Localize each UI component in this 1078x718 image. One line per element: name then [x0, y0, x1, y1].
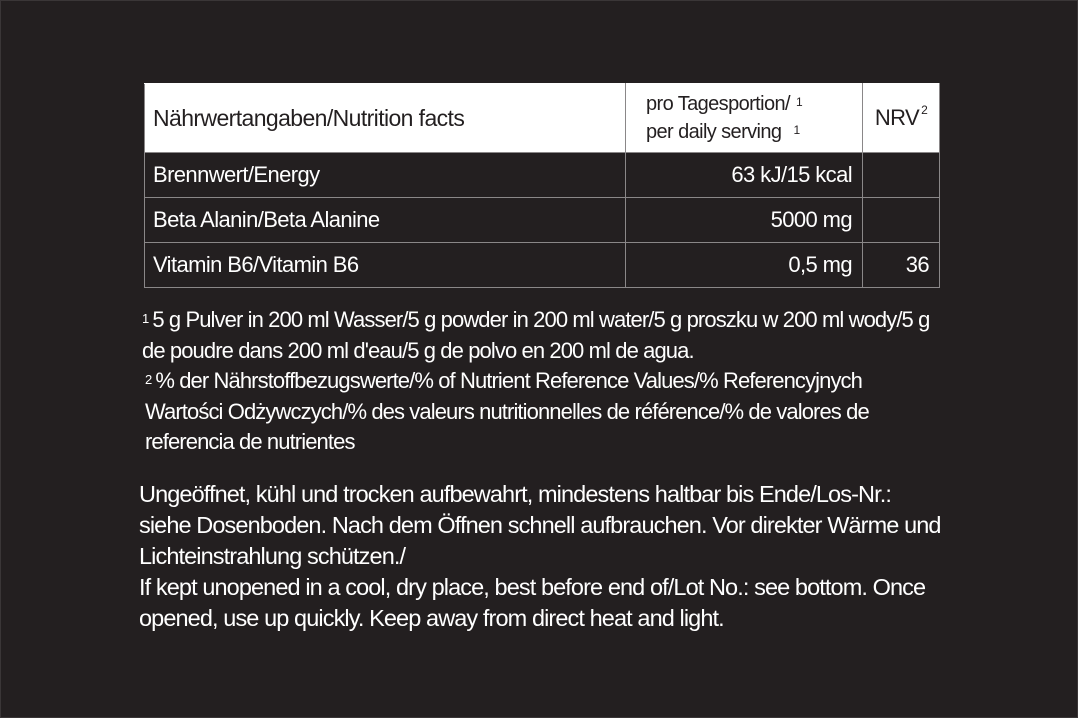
- nutrient-nrv: [863, 198, 940, 243]
- nutrient-label: Brennwert/Energy: [145, 153, 626, 198]
- per-serving-heading: [626, 84, 863, 153]
- serving-heading-line-2: [646, 118, 854, 146]
- footnotes: [142, 305, 942, 458]
- storage-german: Ungeöffnet, kühl und trocken aufbewahrt, mindestens haltbar bis Ende/Los-Nr.: siehe Dosenboden. Nach dem Öffnen schnell aufbrauchen. Vor direkter Wärme und Lichteinstrahlung schützen./: [139, 481, 941, 569]
- serving-heading-german: pro Tagesportion/: [646, 93, 790, 115]
- footnote-marker-2: 2: [145, 372, 152, 387]
- storage-instructions: [139, 479, 944, 634]
- nrv-heading: [863, 84, 940, 153]
- footnote-1: [142, 305, 942, 366]
- nrv-heading-label: NRV: [874, 105, 920, 130]
- footnote-marker-1: 1: [142, 311, 149, 326]
- footnote-2-text: % der Nährstoffbezugswerte/% of Nutrient Reference Values/% Referencyjnych Wartości Odżywczych/% des valeurs nutritionnelles de référence/% de valores de referencia de nutrientes: [145, 368, 869, 454]
- table-row: [145, 153, 940, 198]
- footnote-ref-2: 2: [921, 103, 928, 117]
- footnote-2: [142, 366, 942, 458]
- nutrient-value: 63 kJ/15 kcal: [626, 153, 863, 198]
- nutrient-nrv: 36: [863, 243, 940, 288]
- footnote-1-text: 5 g Pulver in 200 ml Wasser/5 g powder in 200 ml water/5 g proszku w 200 ml wody/5 g de poudre dans 200 ml d'eau/5 g de polvo en 200 ml de agua.: [142, 307, 930, 363]
- nutrient-value: 0,5 mg: [626, 243, 863, 288]
- nutrient-label: Beta Alanin/Beta Alanine: [145, 198, 626, 243]
- nutrition-table-header-row: [145, 84, 940, 153]
- nutrient-value: 5000 mg: [626, 198, 863, 243]
- footnote-ref-1: 1: [795, 95, 803, 109]
- table-row: [145, 198, 940, 243]
- nutrient-label: Vitamin B6/Vitamin B6: [145, 243, 626, 288]
- serving-heading-english: per daily serving: [646, 121, 782, 143]
- nutrient-nrv: [863, 153, 940, 198]
- footnote-ref-1b: 1: [793, 123, 800, 137]
- nutrition-facts-heading: Nährwertangaben/Nutrition facts: [145, 84, 626, 153]
- nutrition-table: [144, 83, 940, 288]
- table-row: [145, 243, 940, 288]
- serving-heading-line-1: [646, 90, 854, 118]
- storage-english: If kept unopened in a cool, dry place, best before end of/Lot No.: see bottom. Once opened, use up quickly. Keep away from direct heat and light.: [139, 574, 926, 631]
